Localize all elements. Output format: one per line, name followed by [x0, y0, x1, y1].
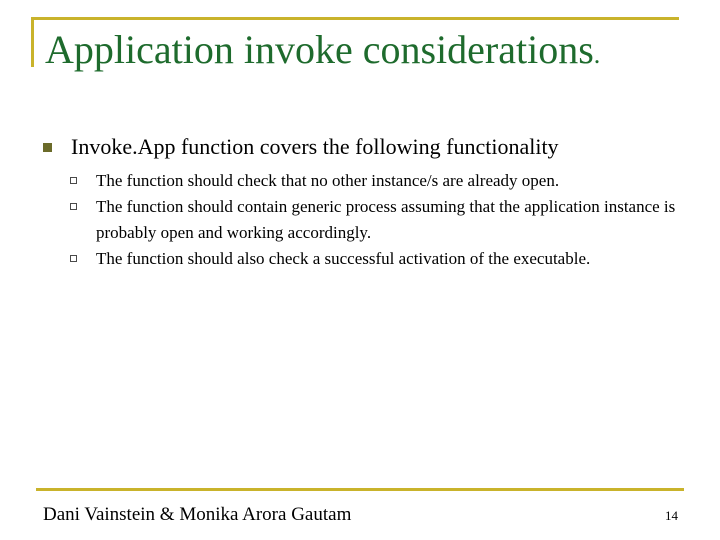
footer-divider [36, 488, 684, 491]
slide-title-text: Application invoke considerations [45, 27, 594, 72]
title-frame-top-line [31, 17, 679, 20]
hollow-square-bullet-icon [70, 255, 77, 262]
square-bullet-icon [43, 143, 52, 152]
sub-bullet-text: The function should check that no other instance/s are already open. [96, 171, 560, 190]
bullet-list [43, 133, 683, 272]
bullet-text: Invoke.App function covers the following functionality [71, 134, 559, 159]
hollow-square-bullet-icon [70, 177, 77, 184]
sub-bullet-text: The function should contain generic process assuming that the application instance is probably open and working accordingly. [96, 197, 676, 242]
slide-title [45, 26, 600, 79]
title-frame-left-line [31, 17, 34, 67]
bullet-item [43, 133, 683, 161]
sub-bullet-item [70, 194, 683, 246]
footer-authors: Dani Vainstein & Monika Arora Gautam [43, 504, 352, 525]
sub-bullet-list [70, 168, 683, 272]
sub-bullet-text: The function should also check a successful activation of the executable. [96, 249, 591, 268]
hollow-square-bullet-icon [70, 203, 77, 210]
sub-bullet-item [70, 168, 683, 194]
slide-title-period: . [593, 40, 601, 69]
page-number: 14 [665, 508, 678, 523]
sub-bullet-item [70, 246, 683, 272]
